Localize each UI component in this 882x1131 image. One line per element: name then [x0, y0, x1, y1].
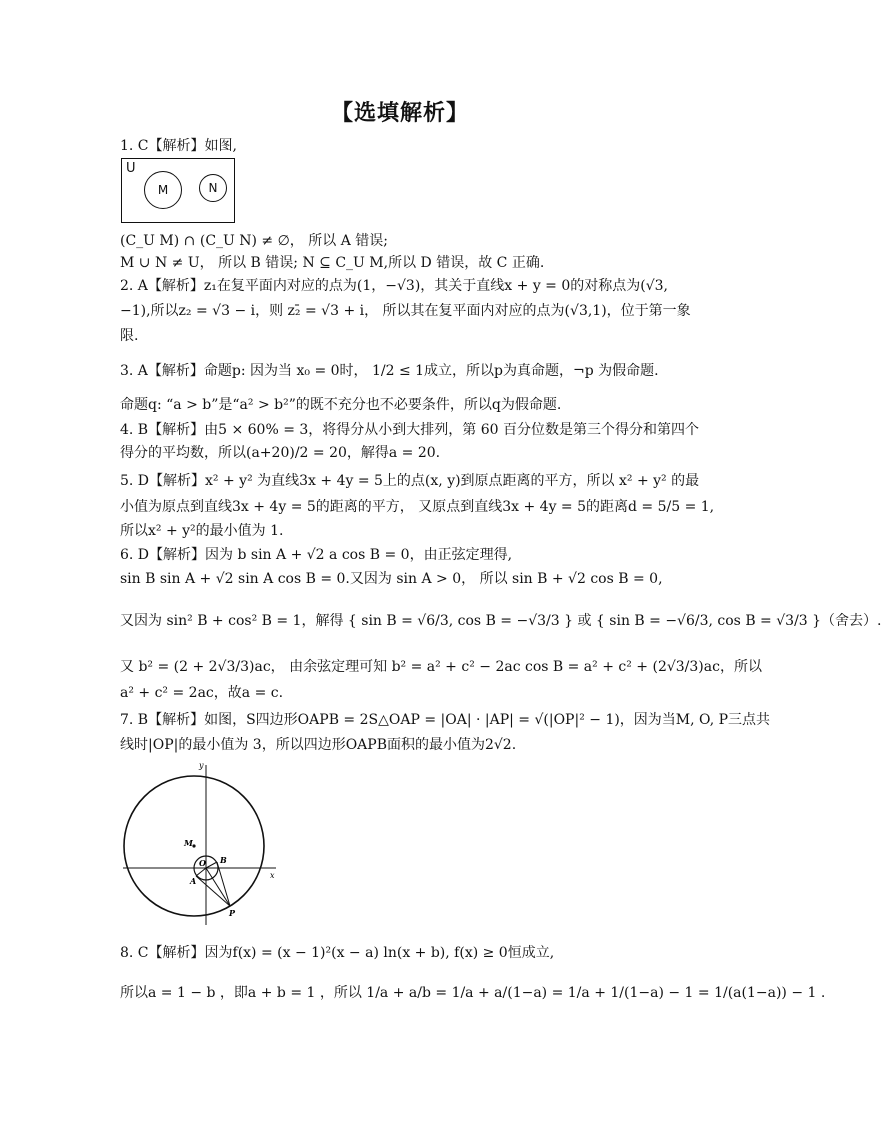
q3-line-2: 命题q: “a > b”是“a² > b²”的既不充分也不必要条件，所以q为假命题.: [120, 397, 562, 413]
q4-line-1: 4. B【解析】由5 × 60% = 3，将得分从小到大排列，第 60 百分位数是第三个得分和第四个: [120, 422, 700, 438]
tangent-pb: [217, 862, 230, 906]
venn-set-n: [199, 174, 227, 202]
q2-line-2: −1),所以z₂ = √3 − i，则 z₂̄ = √3 + i， 所以其在复平面内对应的点为(√3,1)，位于第一象: [120, 303, 691, 319]
q6-line-4: 又 b² = (2 + 2√3/3)ac， 由余弦定理可知 b² = a² + c² − 2ac cos B = a² + c² + (2√3/3)ac，所以: [120, 659, 762, 675]
q2-line-3: 限.: [120, 328, 139, 344]
venn-diagram: [121, 158, 235, 223]
q8-line-2: 所以a = 1 − b ，即a + b = 1 ，所以 1/a + a/b = 1/a + a/(1−a) = 1/a + 1/(1−a) − 1 = 1/(a(1−a)) − 1 .: [120, 985, 826, 1001]
y-axis-label: y: [199, 761, 204, 770]
q5-line-2: 小值为原点到直线3x + 4y = 5的距离的平方， 又原点到直线3x + 4y = 5的距离d = 5/5 = 1,: [120, 499, 715, 515]
q3-line-1: 3. A【解析】命题p: 因为当 x₀ = 0时， 1/2 ≤ 1成立，所以p为真命题，¬p 为假命题.: [120, 363, 659, 379]
venn-universe-label: U: [126, 161, 136, 176]
q8-line-1: 8. C【解析】因为f(x) = (x − 1)²(x − a) ln(x + b), f(x) ≥ 0恒成立,: [120, 945, 555, 961]
label-b: B: [220, 855, 227, 865]
q6-line-1: 6. D【解析】因为 b sin A + √2 a cos B = 0，由正弦定理得,: [120, 547, 513, 563]
label-o: O: [199, 858, 206, 868]
q1-line-3: M ∪ N ≠ U， 所以 B 错误; N ⊆ C_U M,所以 D 错误，故 C 正确.: [120, 255, 545, 271]
q6-line-5: a² + c² = 2ac，故a = c.: [120, 685, 284, 701]
q5-line-1: 5. D【解析】x² + y² 为直线3x + 4y = 5上的点(x, y)到原点距离的平方，所以 x² + y² 的最: [120, 473, 700, 489]
label-p: P: [229, 908, 236, 918]
q1-line-2: (C_U M) ∩ (C_U N) ≠ ∅， 所以 A 错误;: [120, 233, 388, 249]
q5-line-3: 所以x² + y²的最小值为 1.: [120, 523, 284, 539]
venn-set-m: [144, 171, 182, 209]
page-title: 【选填解析】: [330, 101, 469, 126]
venn-set-n-label: N: [208, 181, 218, 195]
segment-oa: [196, 868, 206, 876]
label-m: M: [184, 838, 193, 848]
q6-line-3: 又因为 sin² B + cos² B = 1，解得 { sin B = √6/3, cos B = −√3/3 } 或 { sin B = −√6/3, cos B = √3/3 }（舍去）.: [120, 613, 882, 629]
segment-op: [206, 868, 230, 906]
venn-set-m-label: M: [157, 183, 169, 197]
q7-line-2: 线时|OP|的最小值为 3，所以四边形OAPB面积的最小值为2√2.: [120, 737, 517, 753]
tangent-pa: [196, 876, 230, 906]
q2-line-1: 2. A【解析】z₁在复平面内对应的点为(1，−√3)，其关于直线x + y = 0的对称点为(√3,: [120, 278, 669, 294]
q1-header: 1. C【解析】如图,: [120, 138, 237, 154]
circle-figure: [118, 760, 288, 930]
q4-line-2: 得分的平均数，所以(a+20)/2 = 20，解得a = 20.: [120, 445, 441, 461]
q6-line-2: sin B sin A + √2 sin A cos B = 0.又因为 sin A > 0， 所以 sin B + √2 cos B = 0,: [120, 571, 663, 587]
segment-ob: [206, 862, 217, 868]
x-axis-label: x: [270, 871, 275, 880]
label-a: A: [190, 876, 197, 886]
q7-line-1: 7. B【解析】如图，S四边形OAPB = 2S△OAP = |OA| · |AP| = √(|OP|² − 1)，因为当M, O, P三点共: [120, 712, 771, 728]
point-m: [192, 844, 195, 847]
